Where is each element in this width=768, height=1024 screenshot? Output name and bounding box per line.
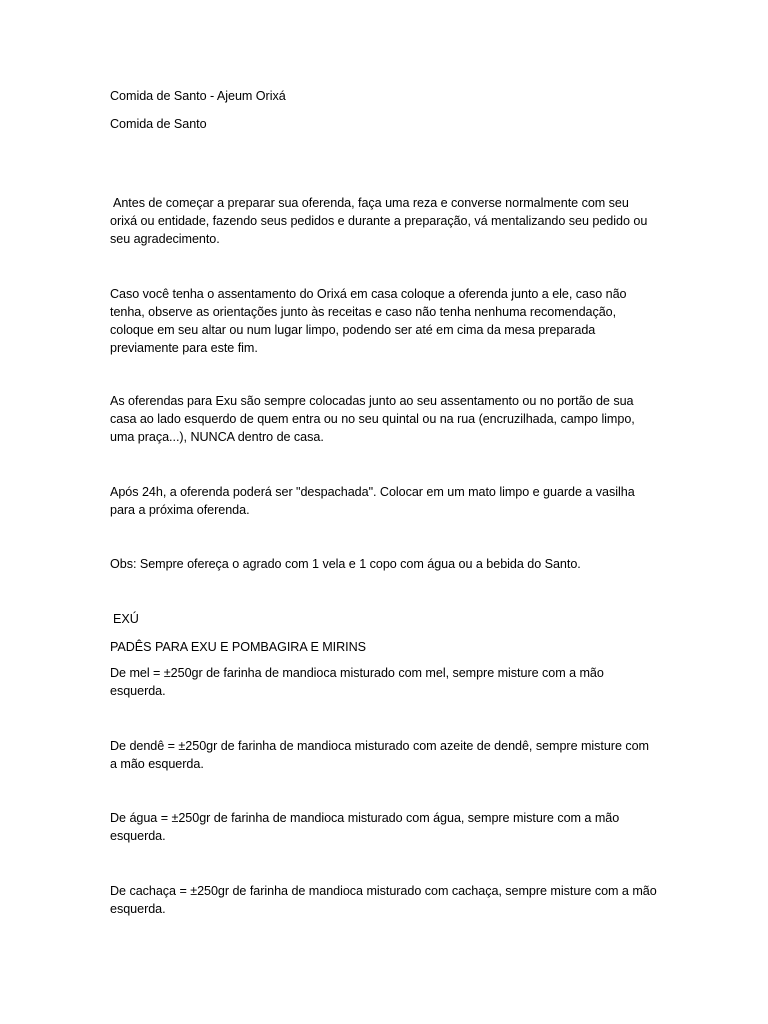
paragraph-exu-oferendas: As oferendas para Exu são sempre colocadas junto ao seu assentamento ou no portão de sua casa ao lado esquerdo de quem entra ou no seu quintal ou na rua (encruzilhada, campo limpo, uma praça...), NUNCA dentro de casa. — [110, 394, 635, 444]
paragraph-intro: Antes de começar a preparar sua oferenda, faça uma reza e converse normalmente com seu orixá ou entidade, fazendo seus pedidos e durante a preparação, vá mentalizando seu pedido ou seu agradecimento. — [110, 196, 648, 246]
section-subtitle: PADÊS PARA EXU E POMBAGIRA E MIRINS — [110, 640, 367, 654]
recipe-item: De água = ±250gr de farinha de mandioca misturado com água, sempre misture com a mão esquerda. — [110, 811, 620, 843]
section-title: EXÚ — [113, 612, 139, 626]
recipe-item: De dendê = ±250gr de farinha de mandioca misturado com azeite de dendê, sempre misture com a mão esquerda. — [110, 739, 650, 771]
paragraph-assentamento: Caso você tenha o assentamento do Orixá em casa coloque a oferenda junto a ele, caso não tenha, observe as orientações junto às receitas e caso não tenha nenhuma recomendação, coloque em seu altar ou num lugar limpo, podendo ser até em cima da mesa preparada previamente para este fim. — [110, 287, 627, 355]
document-subtitle: Comida de Santo — [110, 117, 207, 131]
paragraph-obs: Obs: Sempre ofereça o agrado com 1 vela e 1 copo com água ou a bebida do Santo. — [110, 557, 581, 571]
document-title: Comida de Santo - Ajeum Orixá — [110, 89, 286, 103]
paragraph-despacho: Após 24h, a oferenda poderá ser "despachada". Colocar em um mato limpo e guarde a vasilha para a próxima oferenda. — [110, 485, 635, 517]
recipe-item: De cachaça = ±250gr de farinha de mandioca misturado com cachaça, sempre misture com a mão esquerda. — [110, 884, 657, 916]
recipe-item: De mel = ±250gr de farinha de mandioca misturado com mel, sempre misture com a mão esquerda. — [110, 666, 604, 698]
